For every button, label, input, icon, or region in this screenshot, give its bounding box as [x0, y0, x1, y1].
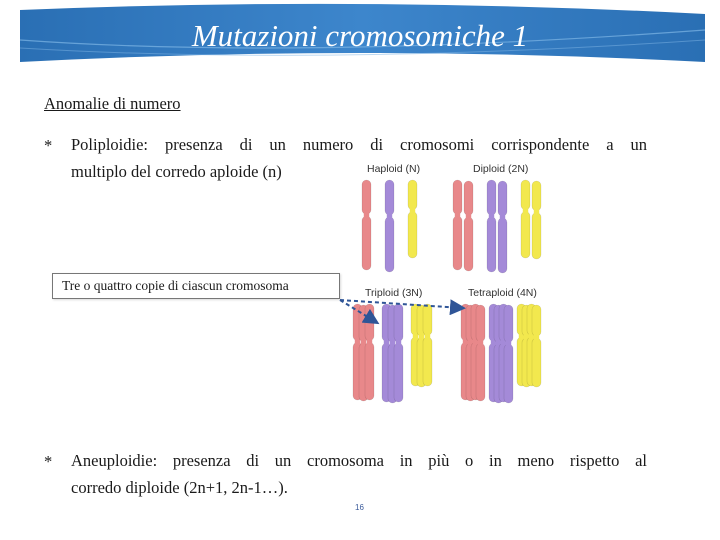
- haploid-label: Haploid (N): [367, 163, 421, 175]
- arrow-to-tetraploid: [340, 300, 462, 308]
- arrow-to-triploid: [340, 300, 376, 322]
- tetraploid-label: Tetraploid (4N): [468, 287, 537, 299]
- bullet-marker: *: [44, 452, 53, 471]
- bullet-line: corredo diploide (2n+1, 2n-1…).: [71, 478, 288, 497]
- bullet-aneuploidy: [71, 447, 647, 501]
- bullet-line: multiplo del corredo aploide (n): [71, 162, 282, 181]
- page-number: 16: [355, 503, 364, 512]
- slide-title: Mutazioni cromosomiche 1: [191, 18, 529, 53]
- section-heading: Anomalie di numero: [44, 94, 181, 113]
- bullet-line: Aneuploidie: presenza di un cromosoma in più o in meno rispetto al: [71, 451, 647, 470]
- triploid-label: Triploid (3N): [365, 287, 423, 299]
- callout-box: Tre o quattro copie di ciascun cromosoma: [52, 273, 340, 299]
- bullet-line: Poliploidie: presenza di un numero di cromosomi corrispondente a un: [71, 135, 647, 154]
- diploid-label: Diploid (2N): [473, 163, 529, 175]
- bullet-marker: *: [44, 136, 53, 155]
